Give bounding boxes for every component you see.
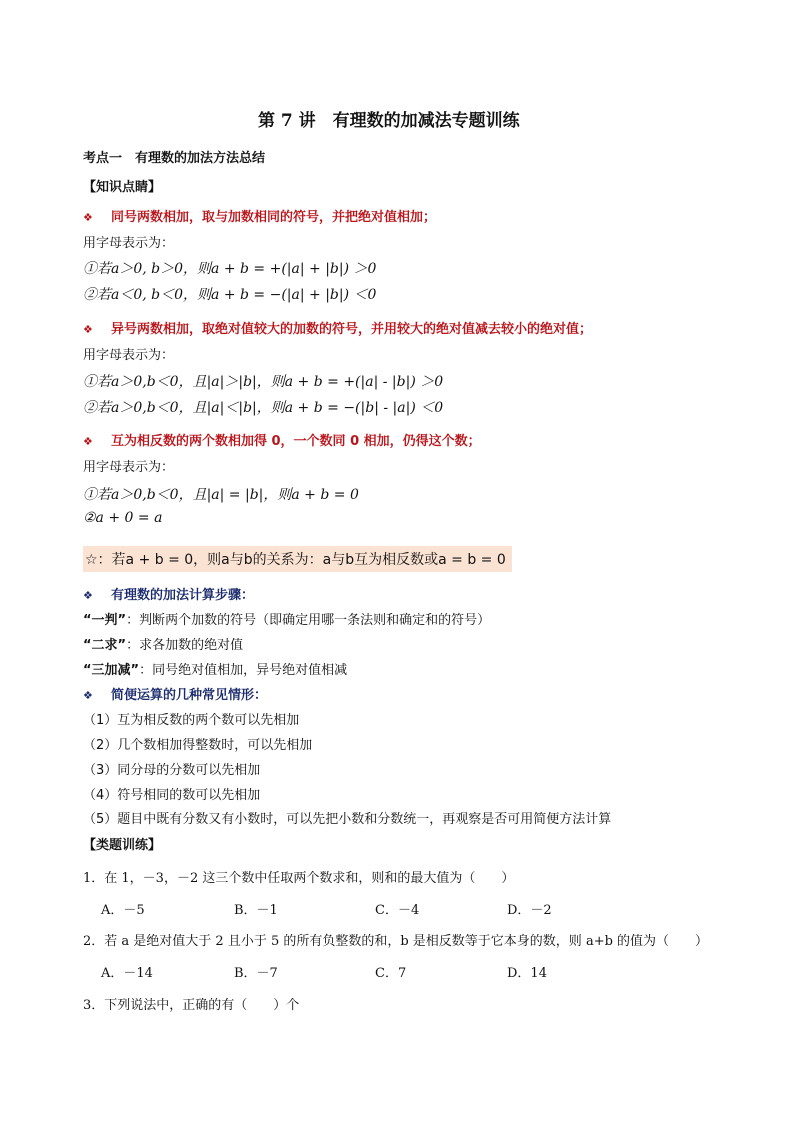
formula-line: ①若a＞0,b＜0，且|a| = |b|，则a + b = 0 <box>83 487 359 503</box>
list-item: （1）互为相反数的两个数可以先相加 <box>83 713 300 728</box>
formula-line: ①若a＞0, b＞0，则a + b = +(|a| + |b|) ＞0 <box>83 261 377 277</box>
rule-intro: 用字母表示为： <box>83 460 175 475</box>
rule-same-sign <box>83 206 436 225</box>
step-line: “三加减”：同号绝对值相加，异号绝对值相减 <box>83 663 348 678</box>
diamond-bullet-icon: ❖ <box>83 435 93 448</box>
rule-opposite-numbers <box>83 430 481 449</box>
rule-text: 同号两数相加，取与加数相同的符号，并把绝对值相加； <box>110 210 436 225</box>
diamond-bullet-icon: ❖ <box>83 589 93 602</box>
rule-text: 异号两数相加，取绝对值较大的加数的符号，并用较大的绝对值减去较小的绝对值； <box>110 322 592 337</box>
option-b: B．－7 <box>234 966 278 981</box>
list-item: （4）符号相同的数可以先相加 <box>83 788 261 803</box>
formula-line: ②若a＞0,b＜0，且|a|＜|b|，则a + b = −(|b| - |a|) ＜0 <box>83 400 444 416</box>
formula-line: ②若a＜0, b＜0，则a + b = −(|a| + |b|) ＜0 <box>83 287 377 303</box>
step-line: “二求”：求各加数的绝对值 <box>83 638 244 653</box>
diamond-bullet-icon: ❖ <box>83 689 93 702</box>
question-stem: 1．在 1，－3，－2 这三个数中任取两个数求和，则和的最大值为（ ） <box>83 871 515 886</box>
list-item: （5）题目中既有分数又有小数时，可以先把小数和分数统一，再观察是否可用简便方法计算 <box>83 812 612 827</box>
step-line: “一判”：判断两个加数的符号（即确定用哪一条法则和确定和的符号） <box>83 613 491 628</box>
option-b: B．－1 <box>234 903 278 918</box>
option-d: D．14 <box>507 966 547 981</box>
formula-line: ②a + 0 = a <box>83 510 163 526</box>
practice-heading: 【类题训练】 <box>83 838 162 853</box>
option-a: A．－5 <box>101 903 145 918</box>
list-item: （2）几个数相加得整数时，可以先相加 <box>83 738 313 753</box>
option-d: D．－2 <box>507 903 552 918</box>
list-item: （3）同分母的分数可以先相加 <box>83 763 261 778</box>
question-stem: 3．下列说法中，正确的有（ ）个 <box>83 998 300 1013</box>
steps-heading: ❖ 有理数的加法计算步骤： <box>83 588 254 603</box>
star-note: ☆：若a + b = 0，则a与b的关系为：a与b互为相反数或a = b = 0 <box>83 546 512 572</box>
question-stem: 2．若 a 是绝对值大于 2 且小于 5 的所有负整数的和，b 是相反数等于它本身的数，则 a+b 的值为（ ） <box>83 934 709 949</box>
simplify-heading: ❖ 简便运算的几种常见情形： <box>83 688 267 703</box>
rule-opposite-sign <box>83 318 592 337</box>
option-c: C．－4 <box>375 903 420 918</box>
section-heading: 考点一 有理数的加法方法总结 <box>83 151 266 166</box>
option-c: C．7 <box>375 966 407 981</box>
rule-intro: 用字母表示为： <box>83 348 175 363</box>
rule-intro: 用字母表示为： <box>83 236 175 251</box>
diamond-bullet-icon: ❖ <box>83 211 93 224</box>
page-title: 第 7 讲 有理数的加减法专题训练 <box>258 111 520 131</box>
rule-text: 互为相反数的两个数相加得 0，一个数同 0 相加，仍得这个数； <box>110 434 481 449</box>
knowledge-heading: 【知识点睛】 <box>83 180 162 195</box>
option-a: A．－14 <box>101 966 153 981</box>
diamond-bullet-icon: ❖ <box>83 323 93 336</box>
formula-line: ①若a＞0,b＜0，且|a|＞|b|，则a + b = +(|a| - |b|) ＞0 <box>83 374 444 390</box>
